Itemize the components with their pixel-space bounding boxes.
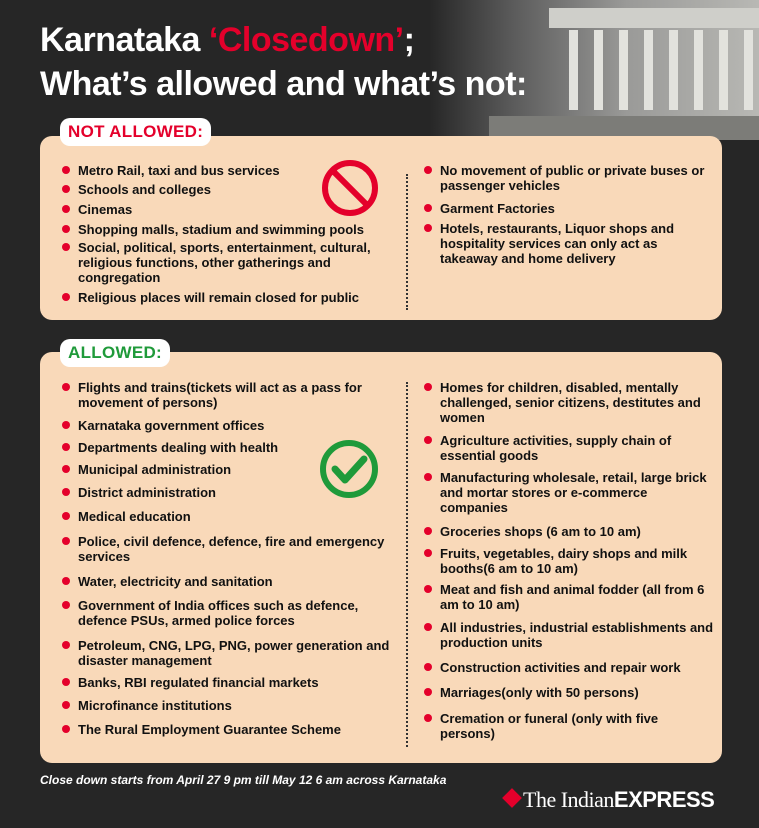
list-item: Manufacturing wholesale, retail, large brick and mortar stores or e-commerce companies (424, 470, 714, 515)
title-line1: Karnataka ‘Closedown’; (40, 21, 415, 59)
list-item: Schools and colleges (62, 182, 392, 197)
list-item: Microfinance institutions (62, 698, 392, 713)
page-title (40, 18, 527, 106)
brand-mark-icon (502, 788, 522, 808)
list-item: No movement of public or private buses or passenger vehicles (424, 163, 714, 193)
list-item: Banks, RBI regulated financial markets (62, 675, 392, 690)
list-item: Hotels, restaurants, Liquor shops and hospitality services can only act as takeaway and home delivery (424, 221, 714, 266)
indian-express-logo (505, 787, 714, 817)
list-item: Municipal administration (62, 462, 392, 477)
list-item: Homes for children, disabled, mentally challenged, senior citizens, destitutes and women (424, 380, 714, 425)
list-item: Karnataka government offices (62, 418, 392, 433)
list-item: Garment Factories (424, 201, 714, 216)
list-item: Fruits, vegetables, dairy shops and milk booths(6 am to 10 am) (424, 546, 714, 576)
checkmark-icon (318, 438, 380, 500)
list-item: District administration (62, 485, 392, 500)
list-item: Construction activities and repair work (424, 660, 714, 675)
list-item: Police, civil defence, defence, fire and emergency services (62, 534, 392, 564)
title-line2: What’s allowed and what’s not: (40, 65, 527, 103)
list-item: Metro Rail, taxi and bus services (62, 163, 392, 178)
list-item: Shopping malls, stadium and swimming pools (62, 222, 392, 237)
brand-name-part1: The Indian (523, 787, 614, 812)
list-item: Water, electricity and sanitation (62, 574, 392, 589)
not-allowed-divider (406, 174, 408, 310)
list-item: Marriages(only with 50 persons) (424, 685, 714, 700)
allowed-panel (40, 352, 722, 763)
list-item: All industries, industrial establishments and production units (424, 620, 714, 650)
closedown-dates-caption: Close down starts from April 27 9 pm till May 12 6 am across Karnataka (40, 773, 447, 787)
allowed-heading: ALLOWED: (60, 339, 170, 367)
list-item: Government of India offices such as defence, defence PSUs, armed police forces (62, 598, 392, 628)
list-item: Groceries shops (6 am to 10 am) (424, 524, 714, 539)
list-item: Meat and fish and animal fodder (all from 6 am to 10 am) (424, 582, 714, 612)
allowed-divider (406, 382, 408, 747)
prohibited-icon (320, 158, 380, 218)
not-allowed-heading: NOT ALLOWED: (60, 118, 211, 146)
list-item: Agriculture activities, supply chain of essential goods (424, 433, 714, 463)
list-item: The Rural Employment Guarantee Scheme (62, 722, 392, 737)
list-item: Departments dealing with health (62, 440, 392, 455)
list-item: Social, political, sports, entertainment, cultural, religious functions, other gatherings and congregation (62, 240, 392, 285)
list-item: Cremation or funeral (only with five persons) (424, 711, 714, 741)
list-item: Flights and trains(tickets will act as a pass for movement of persons) (62, 380, 392, 410)
brand-name-part2: EXPRESS (613, 787, 715, 812)
list-item: Religious places will remain closed for public (62, 290, 392, 305)
list-item: Petroleum, CNG, LPG, PNG, power generation and disaster management (62, 638, 392, 668)
list-item: Medical education (62, 509, 392, 524)
list-item: Cinemas (62, 202, 392, 217)
not-allowed-panel (40, 136, 722, 320)
